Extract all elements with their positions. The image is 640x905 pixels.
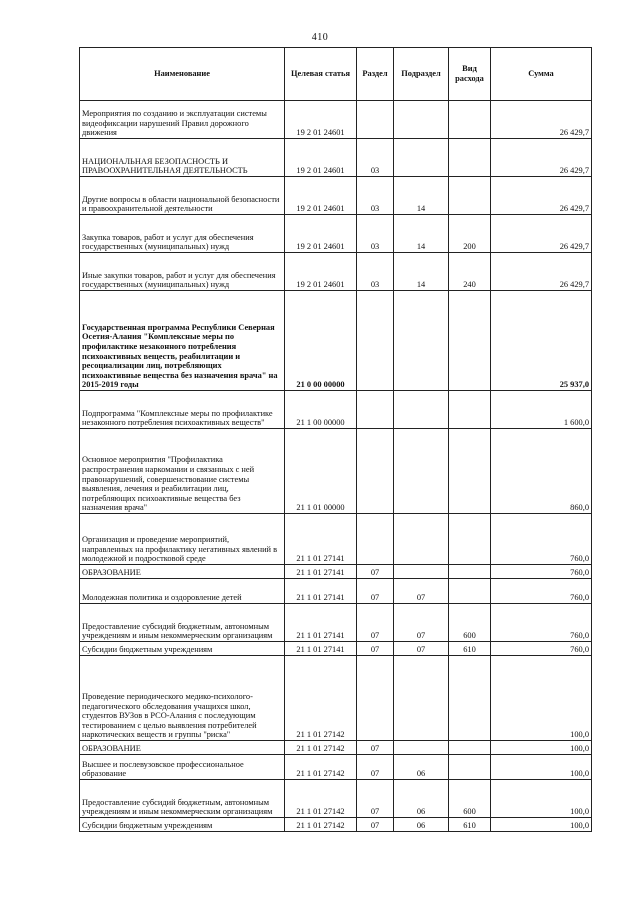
cell-expense-type <box>449 656 491 741</box>
cell-section <box>357 429 394 514</box>
cell-code: 19 2 01 24601 <box>285 101 357 139</box>
cell-amount: 26 429,7 <box>491 253 592 291</box>
table-row <box>80 291 592 391</box>
cell-expense-type <box>449 177 491 215</box>
cell-amount: 26 429,7 <box>491 101 592 139</box>
cell-subsection: 06 <box>394 818 449 832</box>
cell-name: Мероприятия по созданию и эксплуатации системы видеофиксации нарушений Правил дорожного движения <box>80 101 285 139</box>
table-row <box>80 565 592 579</box>
cell-code: 21 1 01 27141 <box>285 565 357 579</box>
cell-expense-type: 240 <box>449 253 491 291</box>
cell-subsection <box>394 291 449 391</box>
cell-code: 21 1 01 27141 <box>285 514 357 565</box>
cell-subsection: 14 <box>394 177 449 215</box>
cell-amount: 100,0 <box>491 741 592 755</box>
cell-section: 07 <box>357 642 394 656</box>
cell-amount: 760,0 <box>491 579 592 604</box>
table-body <box>80 101 592 832</box>
budget-table <box>79 47 592 832</box>
cell-amount: 26 429,7 <box>491 215 592 253</box>
table-row <box>80 818 592 832</box>
cell-subsection <box>394 565 449 579</box>
table-row <box>80 253 592 291</box>
table-row <box>80 579 592 604</box>
cell-code: 21 1 00 00000 <box>285 391 357 429</box>
cell-name: Субсидии бюджетным учреждениям <box>80 642 285 656</box>
cell-subsection: 06 <box>394 755 449 780</box>
cell-name: Иные закупки товаров, работ и услуг для обеспечения государственных (муниципальных) нужд <box>80 253 285 291</box>
cell-section: 07 <box>357 604 394 642</box>
cell-name: Высшее и послевузовское профессиональное образование <box>80 755 285 780</box>
cell-amount: 760,0 <box>491 642 592 656</box>
cell-subsection: 14 <box>394 215 449 253</box>
table-row <box>80 642 592 656</box>
header-subsection: Подраздел <box>394 48 449 101</box>
cell-expense-type <box>449 565 491 579</box>
cell-expense-type: 610 <box>449 818 491 832</box>
cell-expense-type <box>449 139 491 177</box>
cell-name: ОБРАЗОВАНИЕ <box>80 741 285 755</box>
header-expense-type: Вид расхода <box>449 48 491 101</box>
cell-section: 03 <box>357 253 394 291</box>
cell-amount: 25 937,0 <box>491 291 592 391</box>
cell-code: 21 1 01 00000 <box>285 429 357 514</box>
cell-code: 19 2 01 24601 <box>285 139 357 177</box>
cell-expense-type: 610 <box>449 642 491 656</box>
cell-section <box>357 514 394 565</box>
cell-expense-type <box>449 514 491 565</box>
cell-amount: 100,0 <box>491 755 592 780</box>
cell-expense-type <box>449 291 491 391</box>
cell-subsection: 14 <box>394 253 449 291</box>
table-row <box>80 391 592 429</box>
cell-name: ОБРАЗОВАНИЕ <box>80 565 285 579</box>
cell-section: 07 <box>357 818 394 832</box>
cell-name: Другие вопросы в области национальной безопасности и правоохранительной деятельности <box>80 177 285 215</box>
cell-name: Организация и проведение мероприятий, направленных на профилактику негативных явлений в молодежной и подростковой среде <box>80 514 285 565</box>
cell-expense-type: 600 <box>449 780 491 818</box>
table-row <box>80 215 592 253</box>
cell-section <box>357 101 394 139</box>
header-code: Целевая статья <box>285 48 357 101</box>
table-row <box>80 604 592 642</box>
cell-subsection <box>394 514 449 565</box>
table-row <box>80 755 592 780</box>
cell-section: 03 <box>357 139 394 177</box>
header-section: Раздел <box>357 48 394 101</box>
table-row <box>80 656 592 741</box>
cell-code: 21 0 00 00000 <box>285 291 357 391</box>
cell-amount: 760,0 <box>491 565 592 579</box>
cell-expense-type <box>449 101 491 139</box>
cell-name: Субсидии бюджетным учреждениям <box>80 818 285 832</box>
cell-code: 21 1 01 27141 <box>285 642 357 656</box>
cell-subsection <box>394 101 449 139</box>
table-row <box>80 514 592 565</box>
header-name: Наименование <box>80 48 285 101</box>
cell-section: 07 <box>357 755 394 780</box>
cell-subsection <box>394 139 449 177</box>
cell-subsection <box>394 391 449 429</box>
cell-code: 21 1 01 27142 <box>285 755 357 780</box>
table-header-row <box>80 48 592 101</box>
cell-subsection: 07 <box>394 579 449 604</box>
cell-expense-type: 600 <box>449 604 491 642</box>
cell-name: Предоставление субсидий бюджетным, автономным учреждениям и иным некоммерческим организациям <box>80 604 285 642</box>
cell-section <box>357 291 394 391</box>
cell-code: 21 1 01 27141 <box>285 579 357 604</box>
cell-section: 07 <box>357 741 394 755</box>
cell-code: 19 2 01 24601 <box>285 253 357 291</box>
cell-section: 07 <box>357 565 394 579</box>
cell-name: Проведение периодического медико-психолого-педагогического обследования учащихся школ, студентов ВУЗов в РСО-Алания с последующим тестированием с целью выявления потребителей наркотических веществ и группы "риска" <box>80 656 285 741</box>
cell-code: 21 1 01 27141 <box>285 604 357 642</box>
cell-code: 19 2 01 24601 <box>285 215 357 253</box>
cell-subsection <box>394 741 449 755</box>
cell-amount: 26 429,7 <box>491 177 592 215</box>
cell-amount: 100,0 <box>491 818 592 832</box>
cell-subsection <box>394 429 449 514</box>
cell-amount: 760,0 <box>491 514 592 565</box>
header-amount: Сумма <box>491 48 592 101</box>
cell-expense-type <box>449 579 491 604</box>
cell-expense-type <box>449 429 491 514</box>
cell-section: 03 <box>357 177 394 215</box>
cell-subsection: 07 <box>394 604 449 642</box>
cell-amount: 760,0 <box>491 604 592 642</box>
cell-amount: 1 600,0 <box>491 391 592 429</box>
cell-amount: 100,0 <box>491 656 592 741</box>
cell-code: 21 1 01 27142 <box>285 656 357 741</box>
table-row <box>80 429 592 514</box>
cell-section: 07 <box>357 780 394 818</box>
cell-code: 21 1 01 27142 <box>285 741 357 755</box>
table-row <box>80 101 592 139</box>
cell-name: НАЦИОНАЛЬНАЯ БЕЗОПАСНОСТЬ И ПРАВООХРАНИТЕЛЬНАЯ ДЕЯТЕЛЬНОСТЬ <box>80 139 285 177</box>
cell-subsection: 07 <box>394 642 449 656</box>
table-row <box>80 139 592 177</box>
cell-name: Предоставление субсидий бюджетным, автономным учреждениям и иным некоммерческим организациям <box>80 780 285 818</box>
page-number: 410 <box>311 32 329 43</box>
cell-amount: 26 429,7 <box>491 139 592 177</box>
cell-name: Молодежная политика и оздоровление детей <box>80 579 285 604</box>
cell-section: 07 <box>357 579 394 604</box>
cell-amount: 100,0 <box>491 780 592 818</box>
cell-code: 21 1 01 27142 <box>285 818 357 832</box>
cell-name: Закупка товаров, работ и услуг для обеспечения государственных (муниципальных) нужд <box>80 215 285 253</box>
cell-name: Основное мероприятия "Профилактика распространения наркомании и связанных с ней правонарушений, совершенствование системы выявления, лечения и реабилитации лиц, потребляющих психоактивные вещества без назначения врача" <box>80 429 285 514</box>
cell-expense-type <box>449 755 491 780</box>
cell-expense-type <box>449 741 491 755</box>
cell-expense-type: 200 <box>449 215 491 253</box>
cell-name: Подпрограмма "Комплексные меры по профилактике незаконного потребления психоактивных веществ" <box>80 391 285 429</box>
cell-code: 19 2 01 24601 <box>285 177 357 215</box>
cell-section <box>357 391 394 429</box>
cell-amount: 860,0 <box>491 429 592 514</box>
table-row <box>80 177 592 215</box>
cell-expense-type <box>449 391 491 429</box>
cell-name: Государственная программа Республики Северная Осетия-Алания "Комплексные меры по профилактике незаконного потребления психоактивных веществ, реабилитации и ресоциализации лиц, потребляющих психоактивные вещества без назначения врача" на 2015-2019 годы <box>80 291 285 391</box>
table-row <box>80 780 592 818</box>
cell-section: 03 <box>357 215 394 253</box>
table-row <box>80 741 592 755</box>
cell-subsection: 06 <box>394 780 449 818</box>
cell-subsection <box>394 656 449 741</box>
cell-section <box>357 656 394 741</box>
cell-code: 21 1 01 27142 <box>285 780 357 818</box>
